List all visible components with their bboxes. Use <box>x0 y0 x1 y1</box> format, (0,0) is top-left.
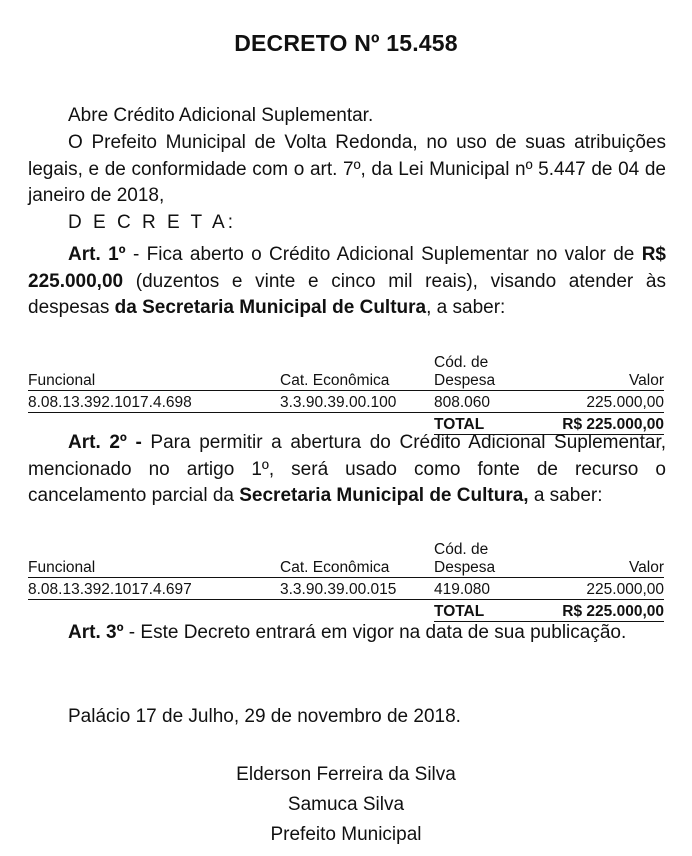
article-1-text-3: , a saber: <box>426 297 506 318</box>
table-row <box>28 391 664 413</box>
cell-valor: 225.000,00 <box>538 578 664 600</box>
article-1-label: Art. 1º <box>68 244 126 265</box>
header-funcional: Funcional <box>28 354 280 391</box>
article-3-label: Art. 3º <box>68 622 124 643</box>
cell-cod-despesa: 808.060 <box>434 391 538 413</box>
article-1-text-1: - Fica aberto o Crédito Adicional Suplementar no valor de <box>125 244 642 265</box>
article-3 <box>28 620 666 647</box>
signature-name: Elderson Ferreira da Silva <box>236 764 456 785</box>
article-1-text-2: (duzentos e vinte e cinco mil reais), visando atender às despesas <box>28 270 666 318</box>
table-header-row <box>28 354 664 391</box>
header-cod-despesa: Cód. de Despesa <box>434 541 538 578</box>
total-label: TOTAL <box>434 600 538 622</box>
header-cod-despesa: Cód. de Despesa <box>434 354 538 391</box>
header-funcional: Funcional <box>28 541 280 578</box>
cell-funcional: 8.08.13.392.1017.4.698 <box>28 391 280 413</box>
table-header-row <box>28 541 664 578</box>
article-1-secretaria: da Secretaria Municipal de Cultura <box>114 297 427 318</box>
header-cat-economica: Cat. Econômica <box>280 354 434 391</box>
article-1 <box>28 242 666 322</box>
article-1-amount: R$ 225.000,00 <box>28 244 666 292</box>
decreta-label: D E C R E T A: <box>68 212 237 233</box>
allocation-table-1 <box>28 354 664 435</box>
preamble: O Prefeito Municipal de Volta Redonda, no uso de suas atribuições legais, e de conformidade com o art. 7º, da Lei Municipal nº 5.447 de 04 de janeiro de 2018, <box>28 132 666 206</box>
header-valor: Valor <box>538 354 664 391</box>
cell-valor: 225.000,00 <box>538 391 664 413</box>
article-3-text: - Este Decreto entrará em vigor na data de sua publicação. <box>123 622 627 643</box>
decree-title: DECRETO Nº 15.458 <box>234 30 458 56</box>
total-label: TOTAL <box>434 413 538 435</box>
cell-cat-economica: 3.3.90.39.00.100 <box>280 391 434 413</box>
cell-cat-economica: 3.3.90.39.00.015 <box>280 578 434 600</box>
article-2 <box>28 430 666 510</box>
cell-funcional: 8.08.13.392.1017.4.697 <box>28 578 280 600</box>
ementa: Abre Crédito Adicional Suplementar. <box>68 105 374 126</box>
article-2-text-2: a saber: <box>528 485 603 506</box>
article-2-label: Art. 2º - <box>68 432 142 453</box>
decreta-heading <box>28 210 666 237</box>
article-2-secretaria: Secretaria Municipal de Cultura, <box>239 485 529 506</box>
header-valor: Valor <box>538 541 664 578</box>
table-total-row <box>28 600 664 622</box>
signature-nickname: Samuca Silva <box>287 794 405 815</box>
total-value: R$ 225.000,00 <box>538 413 664 435</box>
header-cat-economica: Cat. Econômica <box>280 541 434 578</box>
article-2-text-1: Para permitir a abertura do Crédito Adicional Suplementar, mencionado no artigo 1º, será usado como fonte de recurso o cancelamento parcial da <box>28 432 666 506</box>
signature-role: Prefeito Municipal <box>270 824 422 845</box>
allocation-table-2 <box>28 541 664 622</box>
place-date: Palácio 17 de Julho, 29 de novembro de 2018. <box>68 706 461 727</box>
table-row <box>28 578 664 600</box>
total-value: R$ 225.000,00 <box>538 600 664 622</box>
cell-cod-despesa: 419.080 <box>434 578 538 600</box>
